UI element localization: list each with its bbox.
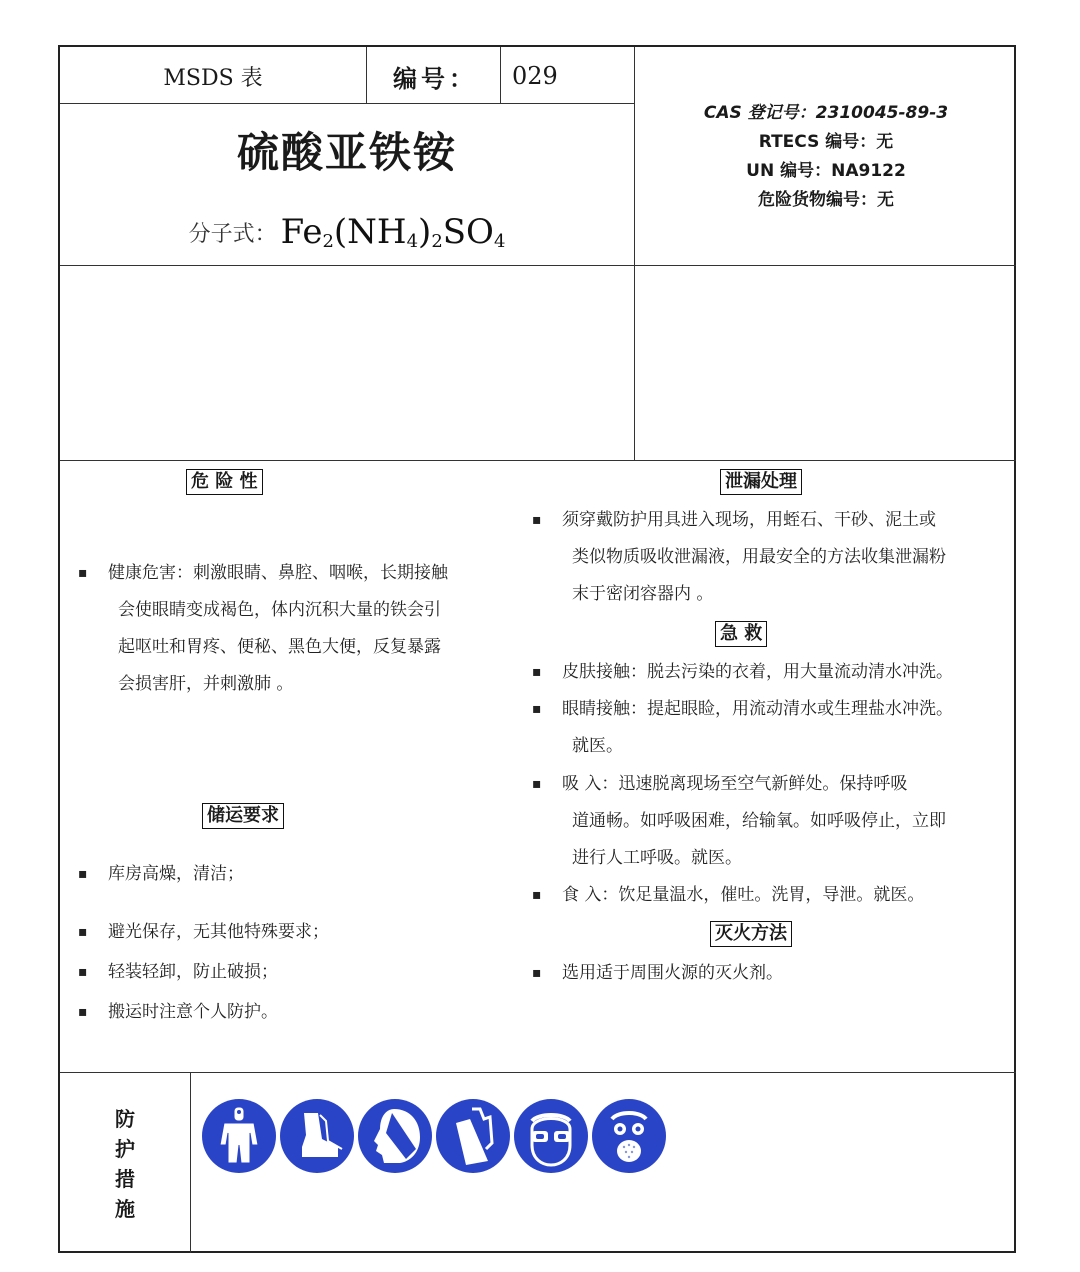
rtecs-number: RTECS 编号：无 <box>758 132 894 152</box>
msds-sheet <box>58 45 1016 1253</box>
dangerous-goods-number: 危险货物编号：无 <box>758 190 894 210</box>
un-number: UN 编号：NA9122 <box>746 161 906 181</box>
hazard-item: ▪ 健康危害：刺激眼睛、鼻腔、咽喉，长期接触 会使眼睛变成褐色，体内沉积大量的铁会引 起呕吐和胃疼、便秘、黑色大便，反复暴露 会损害肝，并刺激肺 。 <box>108 555 448 703</box>
protection-label: 防 护 措 施 <box>115 1106 135 1221</box>
first-aid-item: ▪ 吸 入：迅速脱离现场至空气新鲜处。保持呼吸 道通畅。如呼吸困难，给输氧。如呼吸停止，立即 进行人工呼吸。就医。 <box>562 766 946 877</box>
bullet-icon: ▪ <box>78 964 88 980</box>
storage-item: ▪ 库房高燥，清洁； <box>108 856 244 893</box>
divider <box>366 47 367 103</box>
form-label: MSDS 表 <box>163 65 263 91</box>
bullet-icon: ▪ <box>532 887 542 903</box>
bullet-icon: ▪ <box>532 664 542 680</box>
storage-item: ▪ 轻装轻卸，防止破损； <box>108 954 278 991</box>
divider <box>60 460 1016 461</box>
storage-item: ▪ 避光保存，无其他特殊要求； <box>108 914 329 951</box>
fire-item: ▪ 选用适于周围火源的灭火剂。 <box>562 955 783 992</box>
hazard-title: 危 险 性 <box>186 469 263 495</box>
number-label: 编号： <box>393 63 477 93</box>
bullet-icon: ▪ <box>532 776 542 792</box>
gloves-icon <box>436 1099 510 1173</box>
first-aid-title: 急 救 <box>715 621 767 647</box>
chemical-name: 硫酸亚铁铵 <box>236 128 457 177</box>
protective-suit-icon <box>202 1099 276 1173</box>
bullet-icon: ▪ <box>78 866 88 882</box>
cas-number: CAS 登记号：2310045-89-3 <box>703 103 949 123</box>
first-aid-item: ▪ 皮肤接触：脱去污染的衣着，用大量流动清水冲洗。 <box>562 654 953 691</box>
bullet-icon: ▪ <box>78 565 88 581</box>
safety-boots-icon <box>280 1099 354 1173</box>
ppe-icons <box>202 1099 666 1173</box>
goggles-icon <box>514 1099 588 1173</box>
molecular-formula <box>60 202 634 262</box>
divider <box>634 47 635 460</box>
first-aid-item: ▪ 食 入：饮足量温水，催吐。洗胃，导泄。就医。 <box>562 877 924 914</box>
identifiers <box>636 97 1016 217</box>
formula-label: 分子式： <box>188 221 277 247</box>
hairnet-icon <box>358 1099 432 1173</box>
bullet-icon: ▪ <box>532 701 542 717</box>
storage-title: 储运要求 <box>202 803 284 829</box>
divider <box>60 1072 1016 1073</box>
gas-mask-icon <box>592 1099 666 1173</box>
bullet-icon: ▪ <box>78 1004 88 1020</box>
divider <box>190 1072 191 1253</box>
bullet-icon: ▪ <box>532 965 542 981</box>
bullet-icon: ▪ <box>532 512 542 528</box>
storage-item: ▪ 搬运时注意个人防护。 <box>108 994 278 1031</box>
bullet-icon: ▪ <box>78 924 88 940</box>
fire-title: 灭火方法 <box>710 921 792 947</box>
formula-value: $Fe_2(NH_4)_2SO_4$ <box>280 212 506 252</box>
first-aid-item: ▪ 眼睛接触：提起眼睑，用流动清水或生理盐水冲洗。 就医。 <box>562 691 953 765</box>
leak-title: 泄漏处理 <box>720 469 802 495</box>
number-value: 029 <box>512 62 558 90</box>
divider <box>60 265 1016 266</box>
leak-item: ▪ 须穿戴防护用具进入现场，用蛭石、干砂、泥土或 类似物质吸收泄漏液，用最安全的方法收集泄漏粉 末于密闭容器内 。 <box>562 502 946 613</box>
